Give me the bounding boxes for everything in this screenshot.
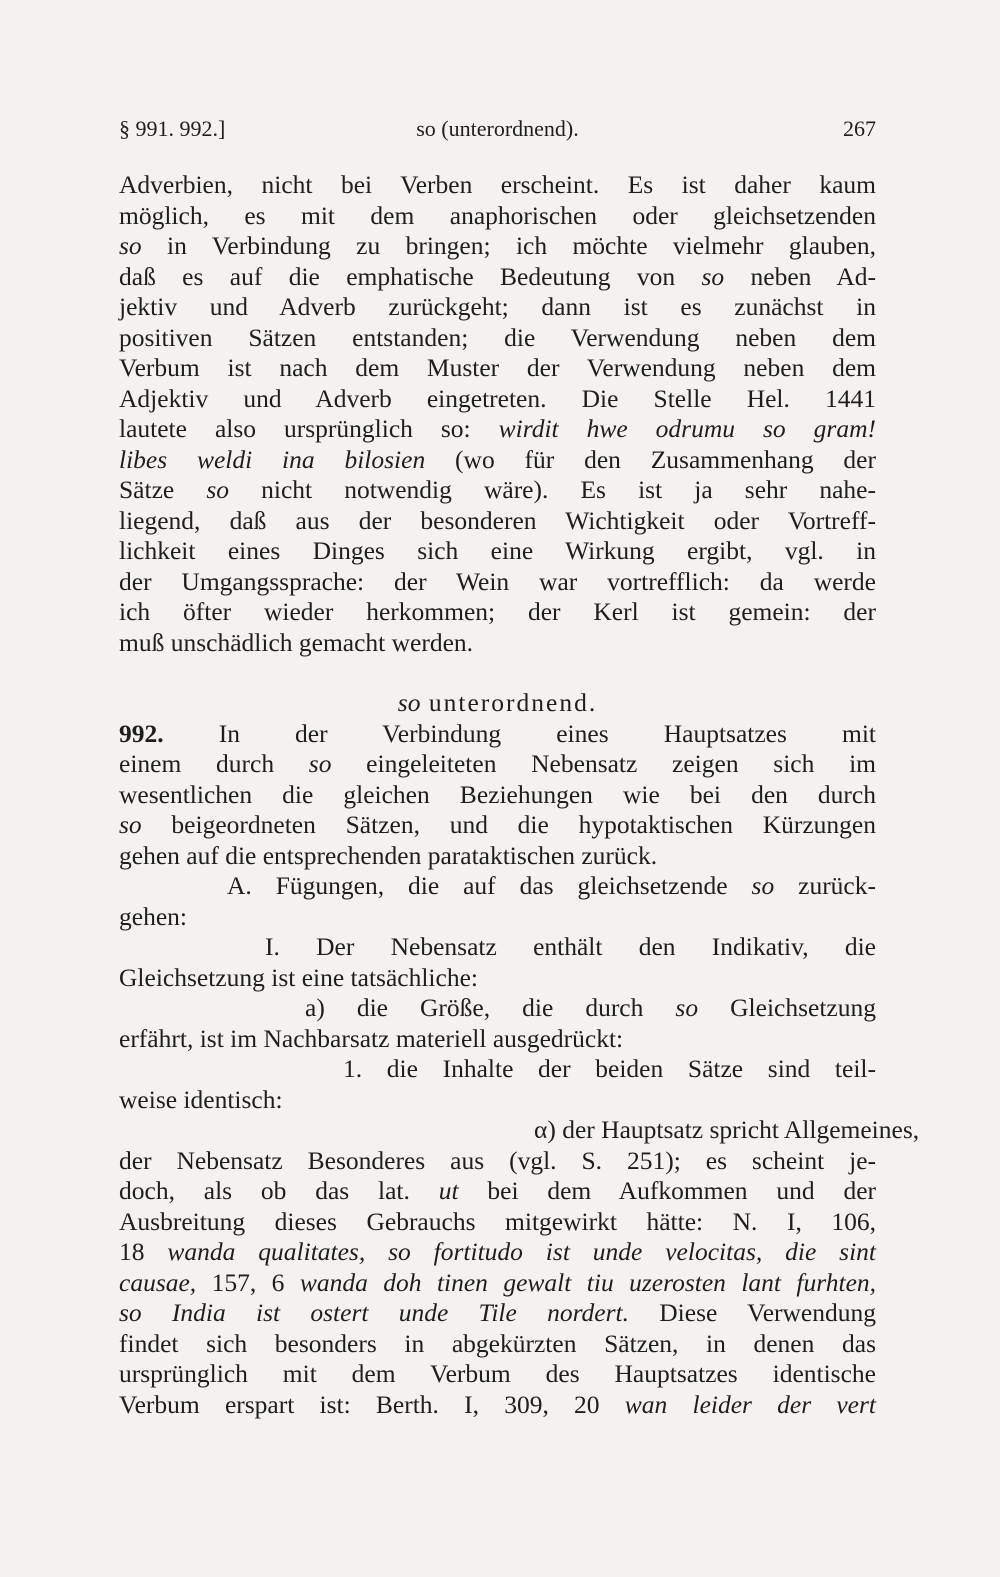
text-line: a) die Größe, die durch so Gleichsetzung [305, 993, 876, 1022]
text-line: einem durch so eingeleiteten Nebensatz zeigen sich im [119, 749, 876, 778]
text-line: 18 wanda qualitates, so fortitudo ist unde velocitas, die sint [119, 1237, 876, 1266]
text-line: Verbum erspart ist: Berth. I, 309, 20 wan leider der vert [119, 1389, 877, 1419]
text-line: wesentlichen die gleichen Beziehungen wie bei den durch [119, 779, 876, 809]
text-line: so India ist ostert unde Tile nordert. Diese Verwendung [119, 1298, 877, 1327]
text-line: doch, als ob das lat. ut bei dem Aufkommen und der [119, 1176, 877, 1205]
text-line: so beigeordneten Sätzen, und die hypotaktischen Kürzungen [119, 810, 876, 839]
text-line: I. Der Nebensatz enthält den Indikativ, die [265, 932, 876, 961]
page-number: 267 [843, 116, 876, 141]
text-line: Gleichsetzung ist eine tatsächliche: [119, 962, 478, 992]
text-line: ursprünglich mit dem Verbum des Hauptsatzes identische [119, 1359, 876, 1388]
section-reference: § 991. 992.] [119, 116, 226, 141]
text-line: positiven Sätzen entstanden; die Verwendung neben dem [119, 322, 876, 352]
text-line: findet sich besonders in abgekürzten Sätzen, in denen das [119, 1328, 876, 1358]
text-line: erfährt, ist im Nachbarsatz materiell ausgedrückt: [119, 1023, 624, 1053]
text-line: causae, 157, 6 wanda doh tinen gewalt tiu uzerosten lant furhten, [119, 1267, 877, 1297]
text-line: Sätze so nicht notwendig wäre). Es ist ja sehr nahe- [119, 475, 876, 504]
text-line: muß unschädlich gemacht werden. [119, 627, 474, 657]
text-line: daß es auf die emphatische Bedeutung von so neben Ad- [119, 261, 877, 291]
paragraph-number: 992. [119, 718, 164, 748]
text-line: 992. In der Verbindung eines Hauptsatzes mit [119, 718, 876, 748]
text-line: libes weldi ina bilosien (wo für den Zusammenhang der [119, 444, 876, 474]
text-line: gehen auf die entsprechenden parataktischen zurück. [119, 840, 658, 870]
text-line: jektiv und Adverb zurückgeht; dann ist es zunächst in [119, 292, 876, 321]
section-heading: so unterordnend. [397, 688, 598, 717]
running-title: so (unterordnend). [416, 116, 579, 141]
running-header [119, 112, 876, 146]
text-line: A. Fügungen, die auf das gleichsetzende so zurück- [227, 871, 876, 900]
text-line: 1. die Inhalte der beiden Sätze sind teil- [343, 1054, 876, 1083]
text-line: der Umgangssprache: der Wein war vortrefflich: da werde [119, 566, 876, 596]
text-line: weise identisch: [119, 1084, 283, 1114]
text-line: α) der Hauptsatz spricht Allgemeines, [534, 1115, 920, 1144]
text-line: so in Verbindung zu bringen; ich möchte vielmehr glauben, [119, 231, 876, 260]
text-line: Ausbreitung dieses Gebrauchs mitgewirkt hätte: N. I, 106, [119, 1206, 876, 1236]
text-line: liegend, daß aus der besonderen Wichtigkeit oder Vortreff- [119, 505, 876, 535]
text-line: gehen: [119, 901, 187, 931]
text-line: Adverbien, nicht bei Verben erscheint. Es ist daher kaum [119, 170, 876, 199]
text-line: möglich, es mit dem anaphorischen oder gleichsetzenden [119, 200, 876, 230]
text-line: ich öfter wieder herkommen; der Kerl ist gemein: der [119, 597, 876, 626]
text-line: lautete also ursprünglich so: wirdit hwe odrumu so gram! [119, 414, 876, 443]
text-line: der Nebensatz Besonderes aus (vgl. S. 251); es scheint je- [119, 1145, 876, 1175]
text-line: Adjektiv und Adverb eingetreten. Die Stelle Hel. 1441 [119, 383, 876, 413]
body-text [119, 170, 920, 1420]
text-line: lichkeit eines Dinges sich eine Wirkung ergibt, vgl. in [119, 536, 876, 565]
text-line: Verbum ist nach dem Muster der Verwendung neben dem [119, 353, 876, 382]
